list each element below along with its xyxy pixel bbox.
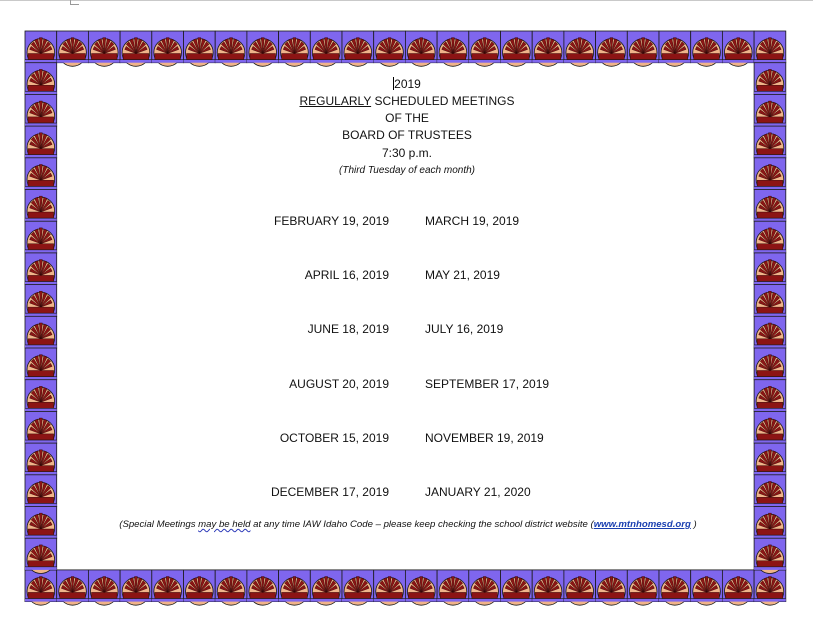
fan-tile-icon — [88, 570, 120, 605]
fan-tile-icon — [722, 31, 754, 66]
fan-tile-icon — [754, 126, 786, 161]
fan-tile-icon — [754, 253, 786, 288]
fan-tile-icon — [25, 253, 57, 288]
meeting-date-right: JANUARY 21, 2020 — [425, 485, 531, 499]
fan-tile-icon — [754, 570, 786, 605]
fan-tile-icon — [437, 31, 469, 66]
fan-tile-icon — [25, 158, 57, 193]
fan-tile-icon — [596, 570, 628, 605]
year-text: 2019 — [394, 77, 421, 91]
fan-tile-icon — [25, 538, 57, 573]
fan-tile-icon — [754, 348, 786, 383]
fan-tile-icon — [659, 570, 691, 605]
fan-tile-icon — [310, 31, 342, 66]
fan-tile-icon — [405, 31, 437, 66]
fan-tile-icon — [120, 570, 152, 605]
fan-tile-icon — [25, 507, 57, 542]
fan-tile-icon — [754, 538, 786, 573]
meeting-date-left: FEBRUARY 19, 2019 — [274, 214, 389, 228]
fan-tile-icon — [25, 190, 57, 225]
meeting-date-right: NOVEMBER 19, 2019 — [425, 431, 544, 445]
special-meetings-note — [60, 518, 756, 532]
title-underlined-word: REGULARLY — [299, 94, 372, 108]
fan-tile-icon — [564, 570, 596, 605]
fan-tile-icon — [754, 475, 786, 510]
fan-tile-icon — [754, 31, 786, 66]
fan-tile-icon — [247, 31, 279, 66]
fan-tile-icon — [25, 348, 57, 383]
fan-tile-icon — [25, 475, 57, 510]
meeting-date-left: AUGUST 20, 2019 — [289, 377, 389, 391]
fan-tile-icon — [184, 570, 216, 605]
fan-tile-icon — [691, 31, 723, 66]
fan-tile-icon — [120, 31, 152, 66]
footnote-middle: at any time IAW Idaho Code – please keep checking the school district website ( — [250, 519, 594, 530]
title-rest: SCHEDULED MEETINGS — [371, 94, 515, 108]
fan-tile-icon — [596, 31, 628, 66]
fan-tile-icon — [152, 31, 184, 66]
fan-tile-icon — [501, 570, 533, 605]
fan-tile-icon — [754, 94, 786, 129]
fan-tile-icon — [152, 570, 184, 605]
meeting-date-left: JUNE 18, 2019 — [307, 322, 389, 336]
fan-tile-icon — [722, 570, 754, 605]
title-line-regularly-scheduled — [200, 93, 614, 110]
fan-tile-icon — [247, 570, 279, 605]
fan-tile-icon — [279, 31, 311, 66]
fan-tile-icon — [691, 570, 723, 605]
fan-tile-icon — [564, 31, 596, 66]
fan-tile-icon — [25, 443, 57, 478]
fan-tile-icon — [57, 31, 89, 66]
fan-tile-icon — [310, 570, 342, 605]
footnote-grammar-flag: may be held — [198, 519, 251, 530]
fan-tile-icon — [754, 63, 786, 98]
fan-tile-icon — [25, 126, 57, 161]
footnote-open: (Special Meetings — [119, 519, 199, 530]
fan-tile-icon — [25, 411, 57, 446]
fan-tile-icon — [754, 158, 786, 193]
fan-tile-icon — [374, 570, 406, 605]
fan-tile-icon — [754, 411, 786, 446]
title-of-the: OF THE — [385, 111, 429, 125]
meeting-date-left: APRIL 16, 2019 — [304, 268, 389, 282]
fan-tile-icon — [184, 31, 216, 66]
fan-tile-icon — [469, 31, 501, 66]
meeting-date-left: DECEMBER 17, 2019 — [270, 485, 389, 499]
fan-tile-icon — [754, 190, 786, 225]
fan-tile-icon — [25, 94, 57, 129]
fan-tile-icon — [754, 316, 786, 351]
fan-tile-icon — [501, 31, 533, 66]
fan-tile-icon — [25, 570, 57, 605]
fan-tile-icon — [279, 570, 311, 605]
fan-tile-icon — [215, 570, 247, 605]
fan-tile-icon — [342, 31, 374, 66]
fan-tile-icon — [627, 31, 659, 66]
meeting-date-right: SEPTEMBER 17, 2019 — [425, 377, 550, 391]
fan-tile-icon — [405, 570, 437, 605]
meeting-date-right: MAY 21, 2019 — [425, 268, 500, 282]
fan-tile-icon — [754, 507, 786, 542]
fan-tile-icon — [25, 63, 57, 98]
fan-tile-icon — [57, 570, 89, 605]
fan-tile-icon — [215, 31, 247, 66]
fan-tile-icon — [754, 221, 786, 256]
district-website-link[interactable]: www.mtnhomesd.org — [593, 519, 691, 530]
footnote-close: ) — [690, 519, 697, 530]
meeting-year — [200, 76, 614, 93]
fan-tile-icon — [627, 570, 659, 605]
fan-tile-icon — [25, 221, 57, 256]
fan-tile-icon — [88, 31, 120, 66]
fan-tile-icon — [754, 380, 786, 415]
fan-tile-icon — [374, 31, 406, 66]
fan-tile-icon — [25, 316, 57, 351]
meeting-frequency-note: (Third Tuesday of each month) — [339, 165, 475, 176]
fan-tile-icon — [532, 570, 564, 605]
fan-tile-icon — [469, 570, 501, 605]
meeting-date-left: OCTOBER 15, 2019 — [279, 431, 389, 445]
fan-tile-icon — [25, 285, 57, 320]
meeting-date-right: JULY 16, 2019 — [425, 322, 504, 336]
fan-tile-icon — [25, 31, 57, 66]
meeting-date-right: MARCH 19, 2019 — [425, 214, 520, 228]
fan-tile-icon — [437, 570, 469, 605]
fan-tile-icon — [342, 570, 374, 605]
fan-tile-icon — [532, 31, 564, 66]
fan-tile-icon — [25, 380, 57, 415]
fan-tile-icon — [754, 443, 786, 478]
fan-tile-icon — [754, 285, 786, 320]
meeting-time: 7:30 p.m. — [381, 146, 433, 160]
fan-tile-icon — [659, 31, 691, 66]
title-board-of-trustees: BOARD OF TRUSTEES — [342, 128, 472, 142]
